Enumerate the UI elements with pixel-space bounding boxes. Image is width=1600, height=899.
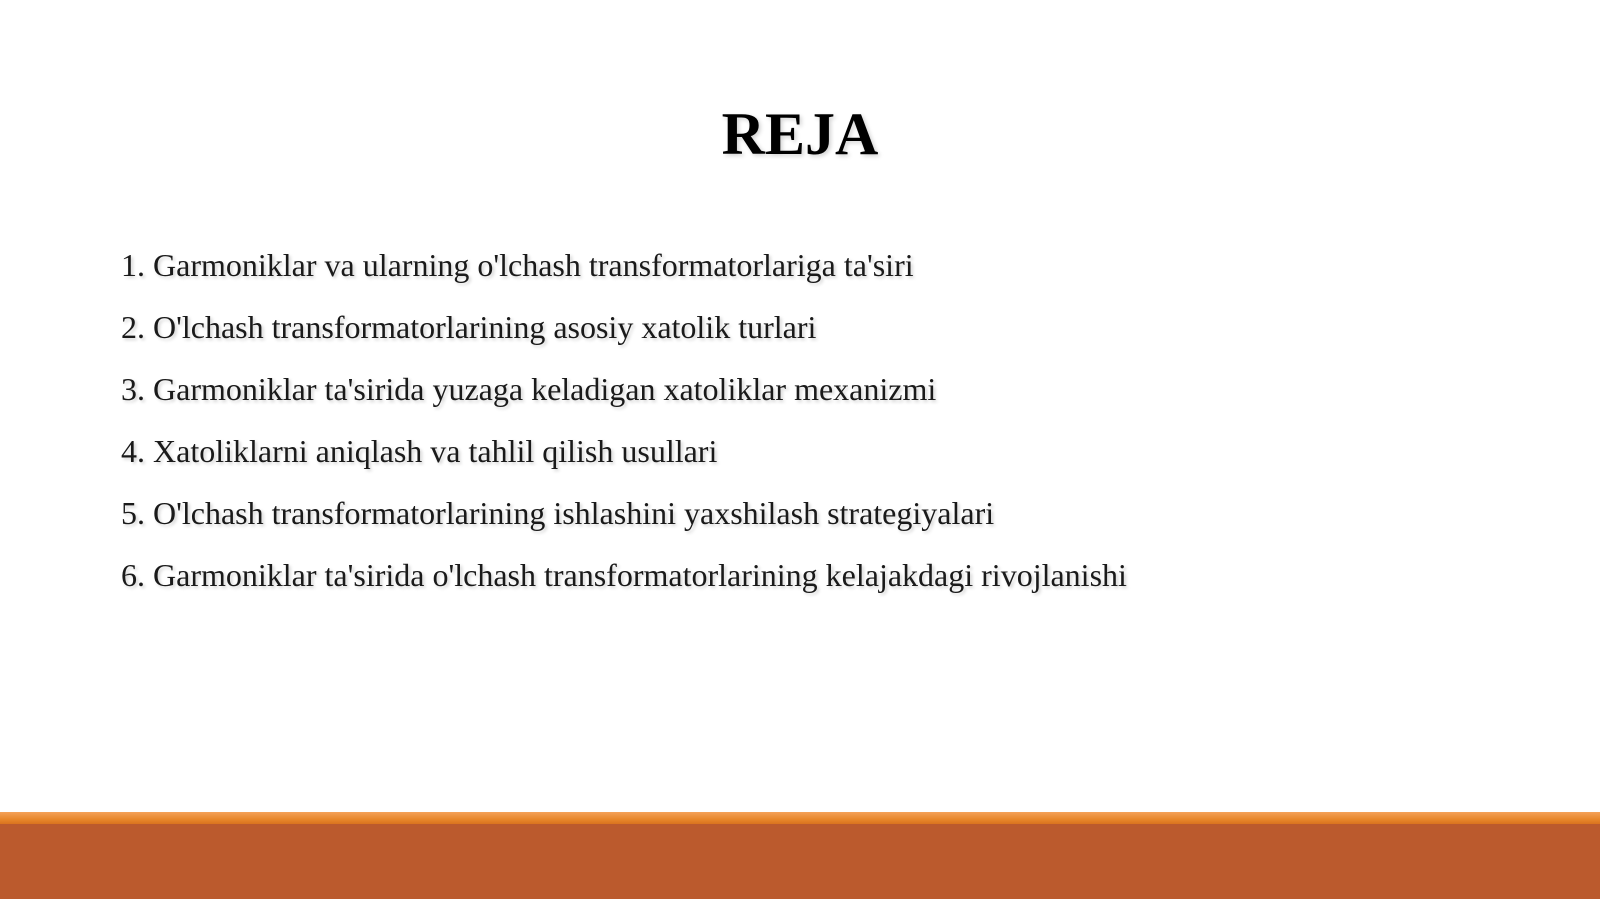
plan-list bbox=[121, 245, 1127, 617]
plan-item-2: 2. O'lchash transformatorlarining asosiy xatolik turlari bbox=[121, 309, 817, 345]
plan-item-1: 1. Garmoniklar va ularning o'lchash transformatorlariga ta'siri bbox=[121, 247, 914, 283]
plan-item-4: 4. Xatoliklarni aniqlash va tahlil qilish usullari bbox=[121, 433, 718, 469]
slide-title bbox=[0, 98, 1600, 170]
slide-title-text: REJA bbox=[721, 101, 879, 167]
plan-item-5: 5. O'lchash transformatorlarining ishlashini yaxshilash strategiyalari bbox=[121, 495, 995, 531]
plan-item-3: 3. Garmoniklar ta'sirida yuzaga keladigan xatoliklar mexanizmi bbox=[121, 371, 937, 407]
footer-accent-stripe bbox=[0, 812, 1600, 824]
plan-item-6: 6. Garmoniklar ta'sirida o'lchash transformatorlarining kelajakdagi rivojlanishi bbox=[121, 557, 1127, 593]
footer-bar bbox=[0, 824, 1600, 899]
